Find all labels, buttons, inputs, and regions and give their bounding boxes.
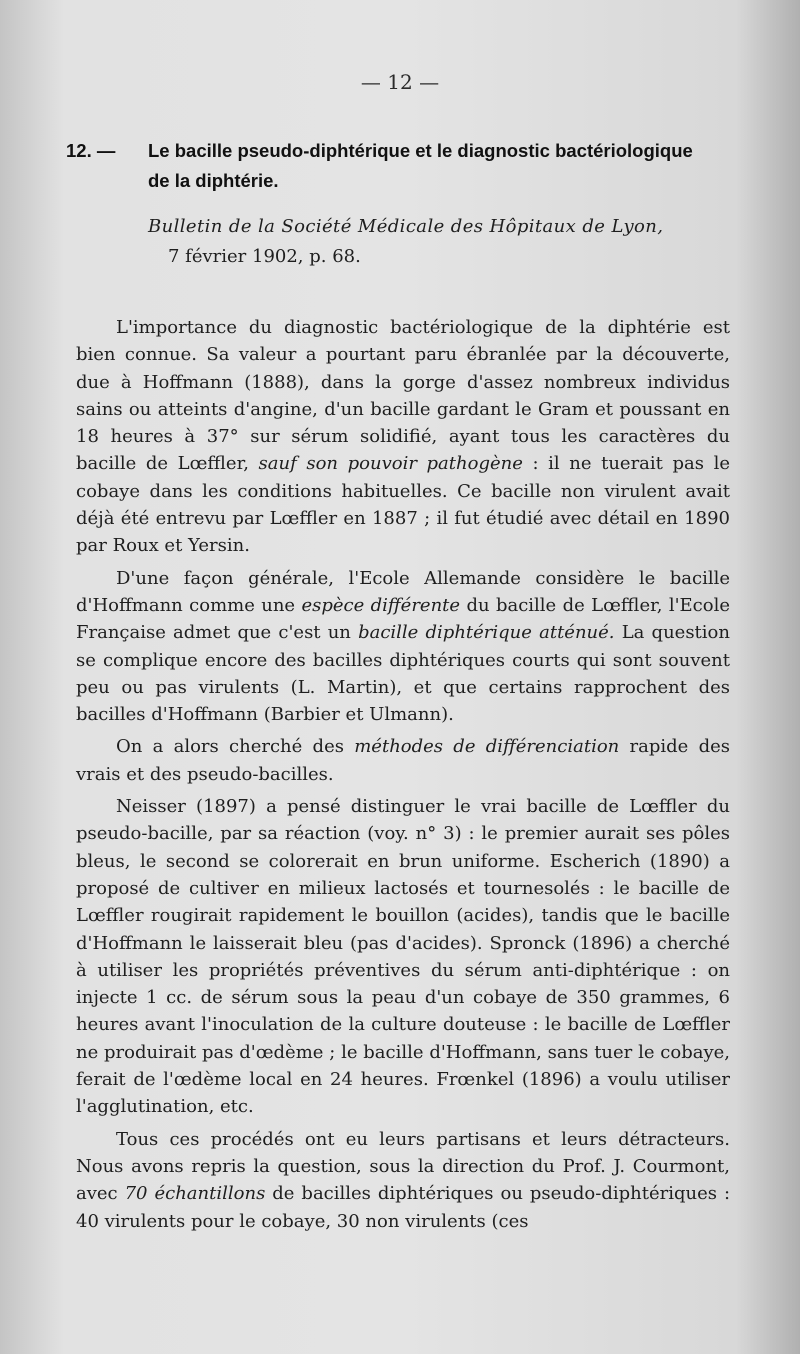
emphasis-text: 70 échantillons: [124, 1183, 266, 1205]
paragraph-text: Neisser (1897) a pensé distinguer le vrai bacille de Lœffler du pseudo-bacille, par sa réaction (voy. n° 3) : le premier aurait ses pôles bleus, le second se colorerait en brun uniforme. Escherich (1890) a proposé de cultiver en milieux lactosés et tournesolés : le bacille de Lœffler rougirait rapidement le bouillon (acides), tandis que le bacille d'Hoffmann le laisserait bleu (pas d'acides). Spronck (1896) a cherché à utiliser les propriétés préventives du sérum anti-diphtérique : on injecte 1 cc. de sérum sous la peau d'un cobaye de 350 grammes, 6 heures avant l'inoculation de la culture douteuse : le bacille de Lœffler ne produirait pas d'œdème ; le bacille d'Hoffmann, sans tuer le cobaye, ferait de l'œdème local en 24 heures. Frœnkel (1896) a voulu utiliser l'agglutination, etc.: [76, 796, 730, 1118]
paragraph-text: L'importance du diagnostic bactériologique de la diphtérie est bien connue. Sa valeur a pourtant paru ébranlée par la découverte, due à Hoffmann (1888), dans la gorge d'assez nombreux individus sains ou atteints d'angine, d'un bacille gardant le Gram et poussant en 18 heures à 37° sur sérum solidifié, ayant tous les caractères du bacille de Lœffler,: [76, 317, 730, 475]
section-heading: [66, 136, 726, 196]
paragraph-text: On a alors cherché des: [116, 736, 355, 758]
paragraph-2: [76, 565, 730, 729]
paragraph-1: [76, 314, 730, 560]
emphasis-text: espèce différente: [301, 594, 461, 616]
paragraph-3: [76, 733, 730, 788]
paragraph-text: : il ne tuerait pas le cobaye dans les conditions habituelles. Ce bacille non virulent avait déjà été entrevu par Lœffler en 1887 ; il fut étudié avec détail en 1890 par Roux et Yersin.: [76, 453, 730, 557]
paragraph-text: Tous ces procédés ont eu leurs partisans et leurs détracteurs. Nous avons repris la question, sous la direction du Prof. J. Courmont, avec: [76, 1128, 730, 1205]
paragraph-text: rapide des vrais et des pseudo-bacilles.: [76, 736, 730, 785]
paragraph-text: D'une façon générale, l'Ecole Allemande considère le bacille d'Hoffmann comme une: [76, 567, 730, 616]
paragraph-text: La question se complique encore des bacilles diphtériques courts qui sont souvent peu ou pas virulents (L. Martin), et que certains rapprochent des bacilles d'Hoffmann (Barbier et Ulmann).: [76, 622, 730, 726]
citation-journal: Bulletin de la Société Médicale des Hôpitaux de Lyon,: [148, 216, 664, 237]
paragraph-text: du bacille de Lœffler, l'Ecole Française admet que c'est un: [76, 594, 730, 644]
citation-date: 7 février 1902, p. 68.: [168, 246, 361, 267]
section-title-line-1: Le bacille pseudo-diphtérique et le diagnostic bactériologique: [148, 140, 693, 161]
body-text: [76, 314, 730, 1240]
paragraph-4: [76, 793, 730, 1121]
page-number: — 12 —: [360, 70, 440, 94]
bibliographic-citation: [148, 212, 728, 272]
emphasis-text: méthodes de différenciation: [354, 736, 620, 758]
section-title-line-2: de la diphtérie.: [148, 170, 279, 191]
section-number: 12. —: [66, 140, 116, 161]
paragraph-5: [76, 1126, 730, 1235]
paragraph-text: de bacilles diphtériques ou pseudo-diphtériques : 40 virulents pour le cobaye, 30 non virulents (ces: [76, 1183, 731, 1232]
emphasis-text: bacille diphtérique atténué.: [358, 622, 615, 644]
emphasis-text: sauf son pouvoir pathogène: [258, 453, 523, 475]
